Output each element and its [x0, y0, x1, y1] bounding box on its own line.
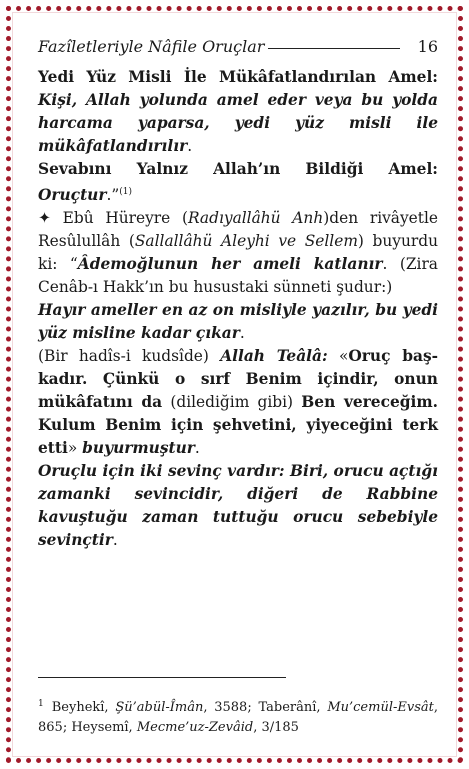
source-title: Şü’abül-Îmân [115, 700, 204, 715]
paragraph-1 [38, 66, 438, 158]
paragraph-3 [38, 207, 438, 299]
text: » [67, 439, 83, 457]
text: (Bir hadîs-i kudsîde) [38, 347, 221, 365]
text-fasting: Oruçtur [38, 186, 107, 204]
paragraph-2 [38, 158, 438, 207]
text: « [327, 347, 349, 365]
hadith-quote: Ben vereceğim. Kulum Benim için şehvetini, yiyeceğini terk etti [38, 393, 439, 457]
punct: . [187, 137, 193, 155]
punct: . [239, 324, 245, 342]
running-header [38, 34, 438, 58]
source-title: Mu’cemül-Evsât [327, 700, 434, 715]
punct: .” [106, 186, 120, 204]
paragraph-6 [38, 460, 438, 552]
text: )den rivâyetle Resûlullâh ( [38, 209, 438, 250]
star-icon: ✦ [38, 209, 51, 227]
text: ) buyurdu ki: “ [38, 232, 439, 273]
header-rule [268, 48, 400, 49]
hadith-quote: Oruçlu için iki sevinç vardır: Biri, orucu açtığı zamanki sevincidir, diğeri de Rabbine kavuştuğu zaman tuttuğu orucu sebebiyle sevinçtir [38, 462, 438, 549]
main-text [38, 66, 438, 552]
source-title: Mecme’uz-Zevâid [136, 720, 254, 735]
page-number: 16 [417, 36, 438, 56]
text: , 3/185 [253, 720, 299, 735]
header-title: Fazîletleriyle Nâfile Oruçlar [38, 36, 265, 56]
footnote-rule [38, 677, 286, 678]
punct: . [194, 439, 200, 457]
text: (dilediğim gibi) [162, 393, 302, 411]
hadith-quote: Oruç başkadır. Çünkü o sırf Benim içindir, onun mükâfatını da [38, 347, 438, 411]
paragraph-4 [38, 299, 438, 345]
text: Beyhekî, [51, 700, 116, 715]
paragraph-5 [38, 345, 438, 460]
hadith-quote: Hayır ameller en az on misliyle yazılır, bu yedi yüz misline kadar çıkar [38, 301, 438, 342]
heading-known-only-to-allah: Sevabını Yalnız Allah’ın Bildiği Amel: [38, 160, 438, 178]
footnote [38, 694, 438, 738]
text-700-fold: Kişi, Allah yolunda amel eder veya bu yolda harcama yaparsa, yedi yüz misli ile mükâfatlandırılır [38, 91, 438, 155]
footnote-ref: (1) [119, 187, 132, 197]
footnote-number: 1 [38, 699, 44, 709]
text: . (Zira Cenâb-ı Hakk’ın bu husustaki sünneti şudur:) [38, 255, 438, 296]
text: , 865; Heysemî, [38, 700, 438, 735]
text: Ebû Hüreyre ( [50, 209, 188, 227]
hadith-quote: Allah Teâlâ: [220, 347, 328, 365]
heading-700-fold: Yedi Yüz Misli İle Mükâfatlandırılan Amel: [38, 68, 438, 86]
hadith-quote: Âdemoğlunun her ameli katlanır [77, 255, 383, 273]
honorific: Radıyallâhü Anh [187, 209, 324, 227]
honorific: Sallallâhü Aleyhi ve Sellem [134, 232, 358, 250]
hadith-quote: buyurmuştur [82, 439, 195, 457]
text: , 3588; Taberânî, [203, 700, 328, 715]
punct: . [112, 531, 118, 549]
